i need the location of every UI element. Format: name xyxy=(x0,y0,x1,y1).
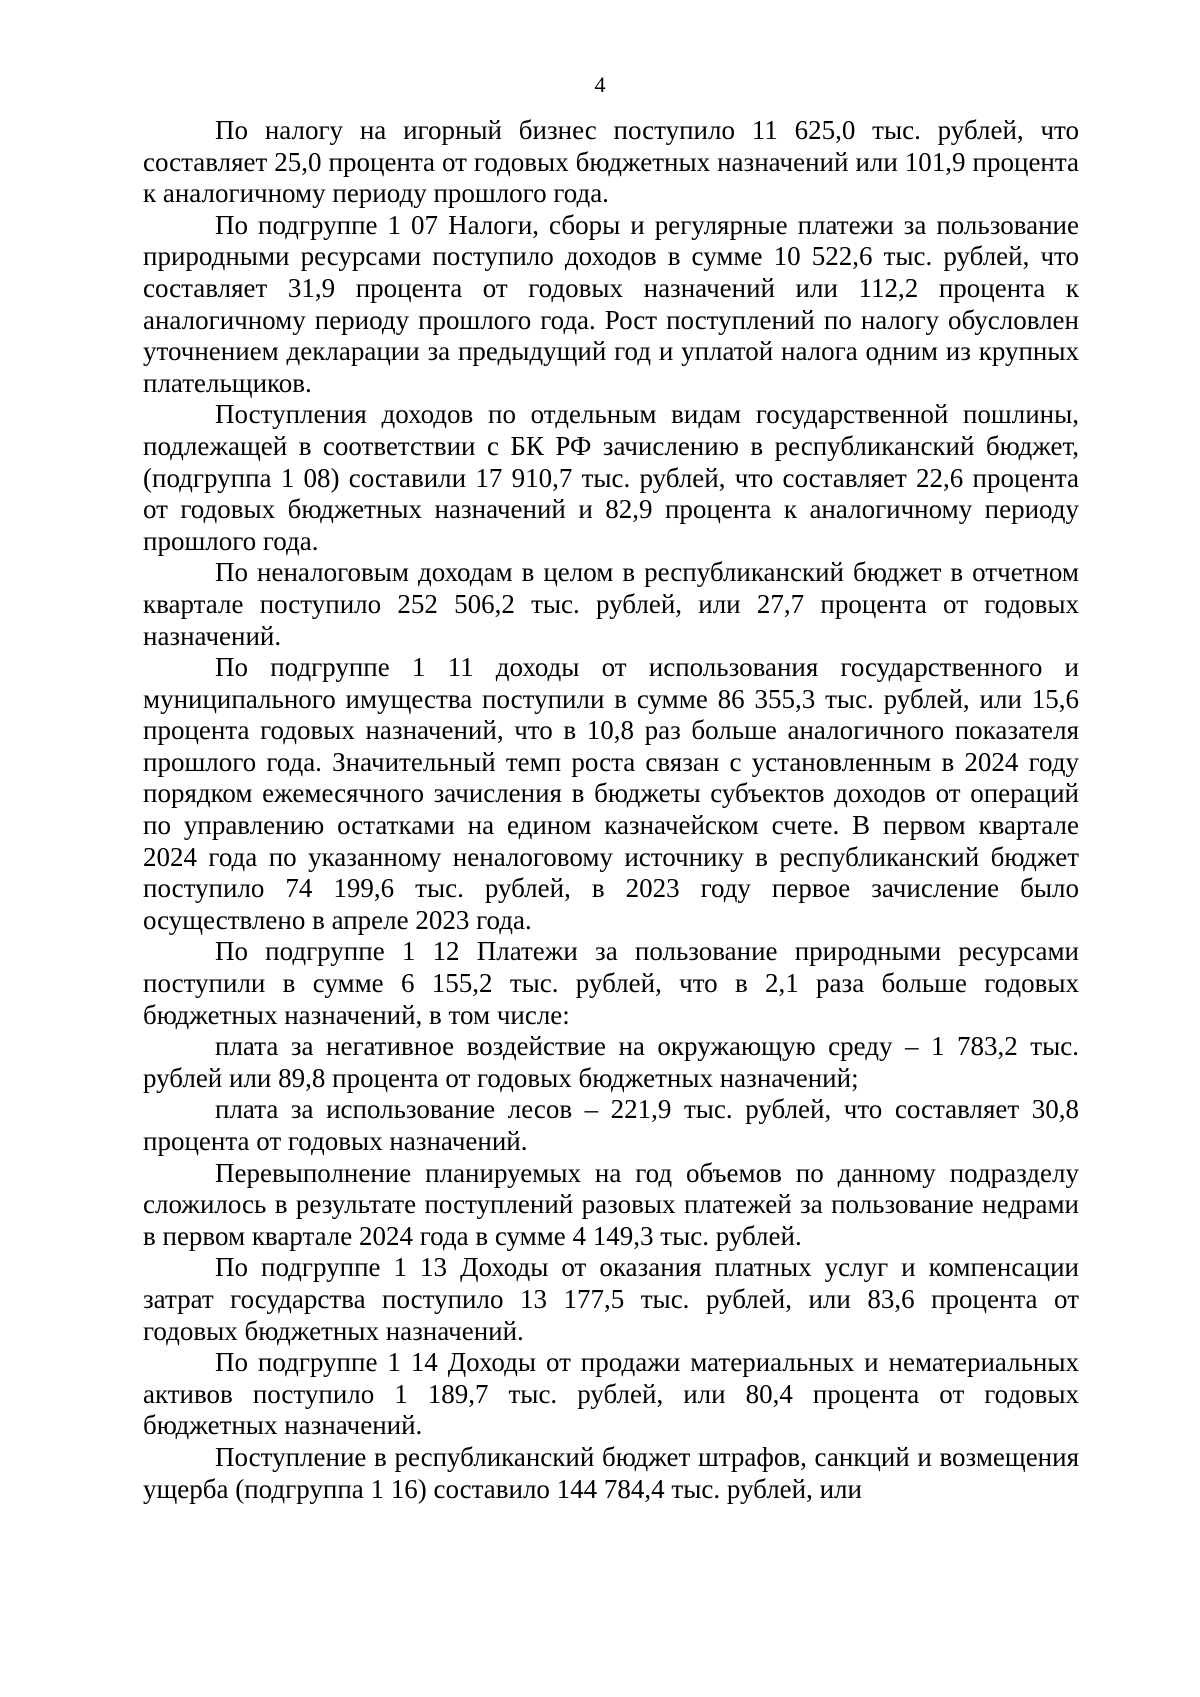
paragraph-environment-fee: плата за негативное воздействие на окружающую среду – 1 783,2 тыс. рублей или 89,8 процента от годовых бюджетных назначений; xyxy=(143,1031,1079,1093)
paragraph-natural-resources-tax: По подгруппе 1 07 Налоги, сборы и регулярные платежи за пользование природными ресурсами поступило доходов в сумме 10 522,6 тыс. рублей, что составляет 31,9 процента от годовых назначений или 112,2 процента к аналогичному периоду прошлого года. Рост поступлений по налогу обусловлен уточнением декларации за предыдущий год и уплатой налога одним из крупных плательщиков. xyxy=(143,209,1079,398)
document-body xyxy=(143,115,1079,1505)
paragraph-asset-sales: По подгруппе 1 14 Доходы от продажи материальных и нематериальных активов поступило 1 189,7 тыс. рублей, или 80,4 процента от годовых бюджетных назначений. xyxy=(143,1347,1079,1441)
paragraph-paid-services: По подгруппе 1 13 Доходы от оказания платных услуг и компенсации затрат государства поступило 13 177,5 тыс. рублей, или 83,6 процента от годовых бюджетных назначений. xyxy=(143,1252,1079,1346)
paragraph-natural-resources-payments: По подгруппе 1 12 Платежи за пользование природными ресурсами поступили в сумме 6 155,2 тыс. рублей, что в 2,1 раза больше годовых бюджетных назначений, в том числе: xyxy=(143,936,1079,1030)
paragraph-state-duty: Поступления доходов по отдельным видам государственной пошлины, подлежащей в соответствии с БК РФ зачислению в республиканский бюджет, (подгруппа 1 08) составили 17 910,7 тыс. рублей, что составляет 22,6 процента от годовых бюджетных назначений и 82,9 процента к аналогичному периоду прошлого года. xyxy=(143,399,1079,556)
paragraph-forest-fee: плата за использование лесов – 221,9 тыс. рублей, что составляет 30,8 процента от годовых назначений. xyxy=(143,1094,1079,1156)
paragraph-property-income: По подгруппе 1 11 доходы от использования государственного и муниципального имущества поступили в сумме 86 355,3 тыс. рублей, или 15,6 процента годовых назначений, что в 10,8 раз больше аналогичного показателя прошлого года. Значительный темп роста связан с установленным в 2024 году порядком ежемесячного зачисления в бюджеты субъектов доходов от операций по управлению остатками на едином казначейском счете. В первом квартале 2024 года по указанному неналоговому источнику в республиканский бюджет поступило 74 199,6 тыс. рублей, в 2023 году первое зачисление было осуществлено в апреле 2023 года. xyxy=(143,652,1079,935)
paragraph-overfulfillment: Перевыполнение планируемых на год объемов по данному подразделу сложилось в результате поступлений разовых платежей за пользование недрами в первом квартале 2024 года в сумме 4 149,3 тыс. рублей. xyxy=(143,1157,1079,1251)
page-number: 4 xyxy=(594,72,606,97)
paragraph-gambling-tax: По налогу на игорный бизнес поступило 11 625,0 тыс. рублей, что составляет 25,0 процента от годовых бюджетных назначений или 101,9 процента к аналогичному периоду прошлого года. xyxy=(143,115,1079,209)
paragraph-non-tax-revenue: По неналоговым доходам в целом в республиканский бюджет в отчетном квартале поступило 252 506,2 тыс. рублей, или 27,7 процента от годовых назначений. xyxy=(143,557,1079,651)
paragraph-fines: Поступление в республиканский бюджет штрафов, санкций и возмещения ущерба (подгруппа 1 16) составило 144 784,4 тыс. рублей, или xyxy=(143,1441,1079,1504)
